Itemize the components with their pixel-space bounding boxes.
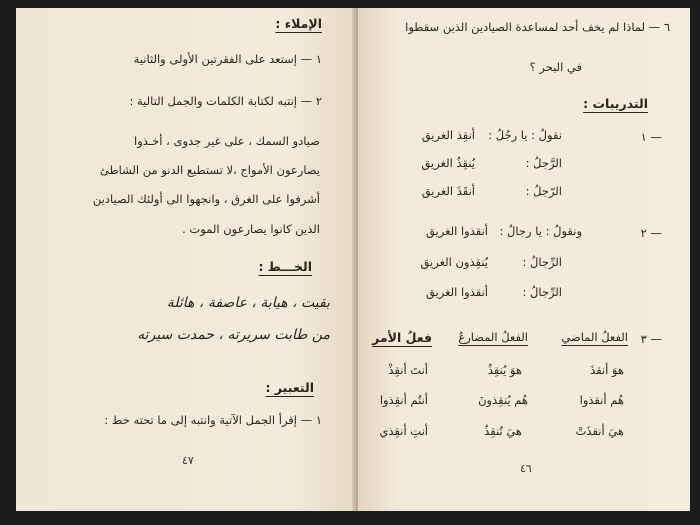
exercise-1-number: ١ —: [640, 130, 662, 144]
column-past-header: الفعلُ الماضي: [561, 330, 628, 344]
passage-line-1: صيادو السمك ، على غير جدوى ، أخـذوا: [134, 134, 320, 148]
left-page: [16, 8, 356, 511]
past-row-2: هُم أنقذوا: [579, 393, 624, 407]
exercise-2-row-3-lead: الرِّجالُ :: [522, 285, 562, 299]
right-page: [358, 8, 690, 511]
page-number-left: ٤٧: [182, 454, 194, 467]
question-6-line-1: ٦ — لماذا لم يخف أحد لمساعدة الصيادين الذين سقطوا: [405, 20, 670, 34]
page-number-right: ٤٦: [520, 462, 532, 475]
passage-line-3: أشرفوا على الغرق ، وانجهوا الى أولئك الصيادين: [92, 192, 320, 206]
exercise-2-row-1-lead: ونقولُ : يا رجالُ :: [499, 224, 582, 238]
handwriting-line-2: من طابت سريرته ، حمدت سيرته: [137, 327, 330, 343]
exercise-1-row-2-lead: الرَّجلُ :: [525, 156, 562, 170]
exercise-1-row-1-verb: أنقِذ الغريق: [421, 128, 475, 142]
question-6-line-2: في البحر ؟: [529, 60, 582, 74]
passage-line-2: يصارعون الأمواج ،لا تستطيع الدنو من الشاطئ: [99, 163, 320, 177]
present-row-2: هُم يُنقِذونَ: [478, 393, 528, 407]
dictation-item-2: ٢ — إنتبه لكتابة الكلمات والجمل التالية :: [129, 94, 322, 108]
exercise-2-row-2-verb: يُنقِذون الغريق: [420, 255, 488, 269]
exercise-1-row-3-lead: الرّجلُ :: [525, 184, 562, 198]
exercise-1-row-2-verb: يُنقِذُ الغريق: [421, 156, 475, 170]
exercise-1-row-1-lead: نقولُ : يا رجُلُ :: [488, 128, 562, 142]
heading-handwriting: الخـــط :: [258, 259, 312, 274]
heading-expression: التعبير :: [265, 380, 314, 395]
imperative-row-3: أنتِ أنقِذي: [379, 424, 428, 438]
past-row-3: هيَ أنقذَتْ: [575, 424, 624, 438]
exercise-2-row-2-lead: الرِّجالُ :: [522, 255, 562, 269]
exercise-2-row-3-verb: أنقذوا الغريق: [425, 285, 488, 299]
passage-line-4: الذين كانوا يصارعون الموت .: [182, 222, 320, 236]
exercise-1-row-3-verb: أنقَذَ الغريق: [421, 184, 475, 198]
exercise-2-row-1-verb: أنقذوا الغريق: [425, 224, 488, 238]
imperative-row-2: أنتُم أنقِذوا: [379, 393, 428, 407]
imperative-row-1: أنتَ أنقِذْ: [388, 363, 428, 377]
handwriting-line-1: بقيت ، هيابة ، عاصفة ، هائلة: [166, 295, 330, 311]
dictation-item-1: ١ — إستعد على الفقرتين الأولى والثانية: [133, 52, 322, 66]
column-imperative-header: فعلُ الأمر: [372, 330, 432, 345]
exercise-2-number: ٢ —: [640, 226, 662, 240]
column-present-header: الفعلُ المضارعُ: [458, 330, 528, 344]
present-row-1: هوَ يُنقِذُ: [487, 363, 522, 377]
past-row-1: هوَ أنقذَ: [590, 363, 624, 377]
expression-item-1: ١ — إقرأ الجمل الآتية وانتبه إلى ما تحته خط :: [104, 413, 322, 427]
exercise-3-number: ٣ —: [640, 332, 662, 346]
heading-dictation: الإملاء :: [275, 16, 322, 31]
heading-exercises: التدريبات :: [583, 96, 648, 111]
present-row-3: هيَ تُنقِذُ: [484, 424, 522, 438]
